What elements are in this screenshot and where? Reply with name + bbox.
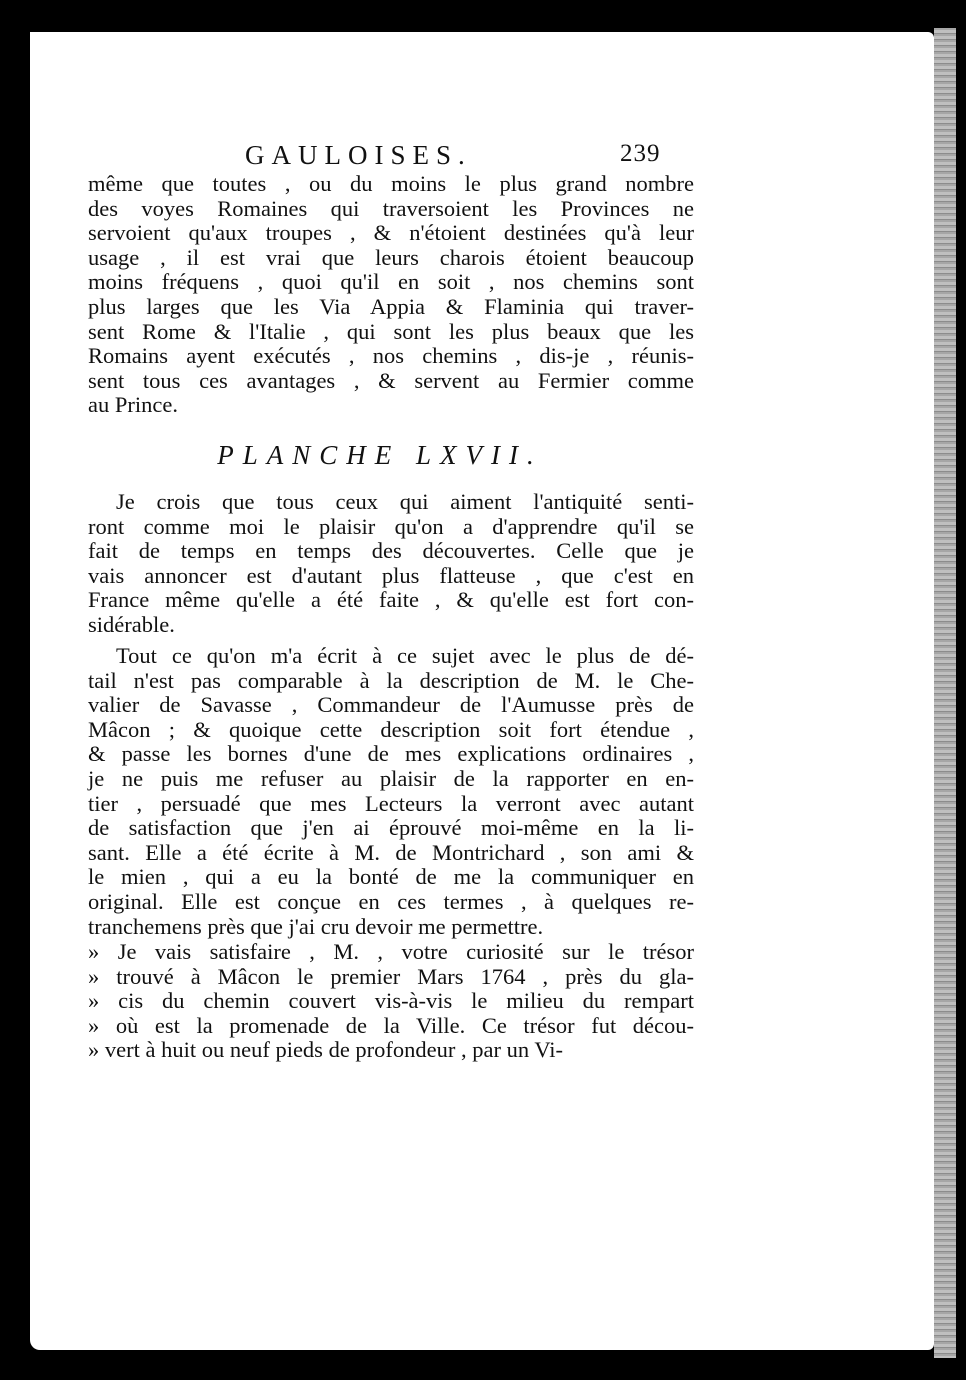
text-line: des voyes Romaines qui traversoient les Provinces ne [88,195,694,221]
running-head [30,140,934,172]
text-line: tail n'est pas comparable à la description de M. le Che- [88,667,694,693]
running-head-title: GAULOISES. [245,140,472,170]
text-line: & passe les bornes d'une de mes explications ordinaires , [88,741,694,767]
text-line: valier de Savasse , Commandeur de l'Aumusse près de [88,692,694,718]
text-line: au Prince. [88,392,178,418]
text-line: fait de temps en temps des découvertes. Celle que je [88,538,694,564]
text-line: de satisfaction que j'en ai éprouvé moi-même en la li- [88,815,694,841]
text-line: » trouvé à Mâcon le premier Mars 1764 , près du gla- [88,963,694,989]
text-line: France même qu'elle a été faite , & qu'elle est fort con- [88,587,694,613]
text-line: Romains ayent exécutés , nos chemins , dis-je , réunis- [88,343,694,369]
section-heading: PLANCHE LXVII. [217,440,543,470]
text-line: Mâcon ; & quoique cette description soit fort étendue , [88,716,694,742]
text-line: servoient qu'aux troupes , & n'étoient destinées qu'à leur [88,220,694,246]
text-line: » Je vais satisfaire , M. , votre curiosité sur le trésor [88,939,694,964]
text-line: sent tous ces avantages , & servent au Fermier comme [88,367,694,393]
paragraph [88,490,694,638]
text-line: je ne puis me refuser au plaisir de la rapporter en en- [88,765,694,791]
text-line: sidérable. [88,611,175,637]
text-line: vais annoncer est d'autant plus flatteuse , que c'est en [88,562,694,588]
text-line: sant. Elle a été écrite à M. de Montrichard , son ami & [88,839,694,865]
text-line: Tout ce qu'on m'a écrit à ce sujet avec le plus de dé- [116,643,694,668]
text-line: » vert à huit ou neuf pieds de profondeur , par un Vi- [88,1037,563,1063]
text-line: usage , il est vrai que leurs charois étoient beaucoup [88,244,694,270]
text-line: original. Elle est conçue en ces termes , à quelques re- [88,888,694,914]
book-page [30,32,934,1350]
text-line: » où est la promenade de la Ville. Ce trésor fut décou- [88,1012,694,1038]
text-line: tier , persuadé que mes Lecteurs la verront avec autant [88,790,694,816]
text-line: tranchemens près que j'ai cru devoir me permettre. [88,913,544,939]
paragraph-continued [88,172,694,418]
paragraph [88,644,694,939]
text-line: le mien , qui a eu la bonté de me la communiquer en [88,864,694,890]
quoted-letter [88,940,694,1063]
text-line: Je crois que tous ceux qui aiment l'antiquité senti- [116,489,694,514]
book-edge [934,28,956,1358]
page-number: 239 [620,140,661,167]
text-line: même que toutes , ou du moins le plus grand nombre [88,171,694,196]
text-line: ront comme moi le plaisir qu'on a d'apprendre qu'il se [88,513,694,539]
text-line: plus larges que les Via Appia & Flaminia qui traver- [88,293,694,319]
text-line: moins fréquens , quoi qu'il en soit , nos chemins sont [88,269,694,295]
text-line: sent Rome & l'Italie , qui sont les plus beaux que les [88,318,694,344]
text-line: » cis du chemin couvert vis-à-vis le milieu du rempart [88,988,694,1014]
